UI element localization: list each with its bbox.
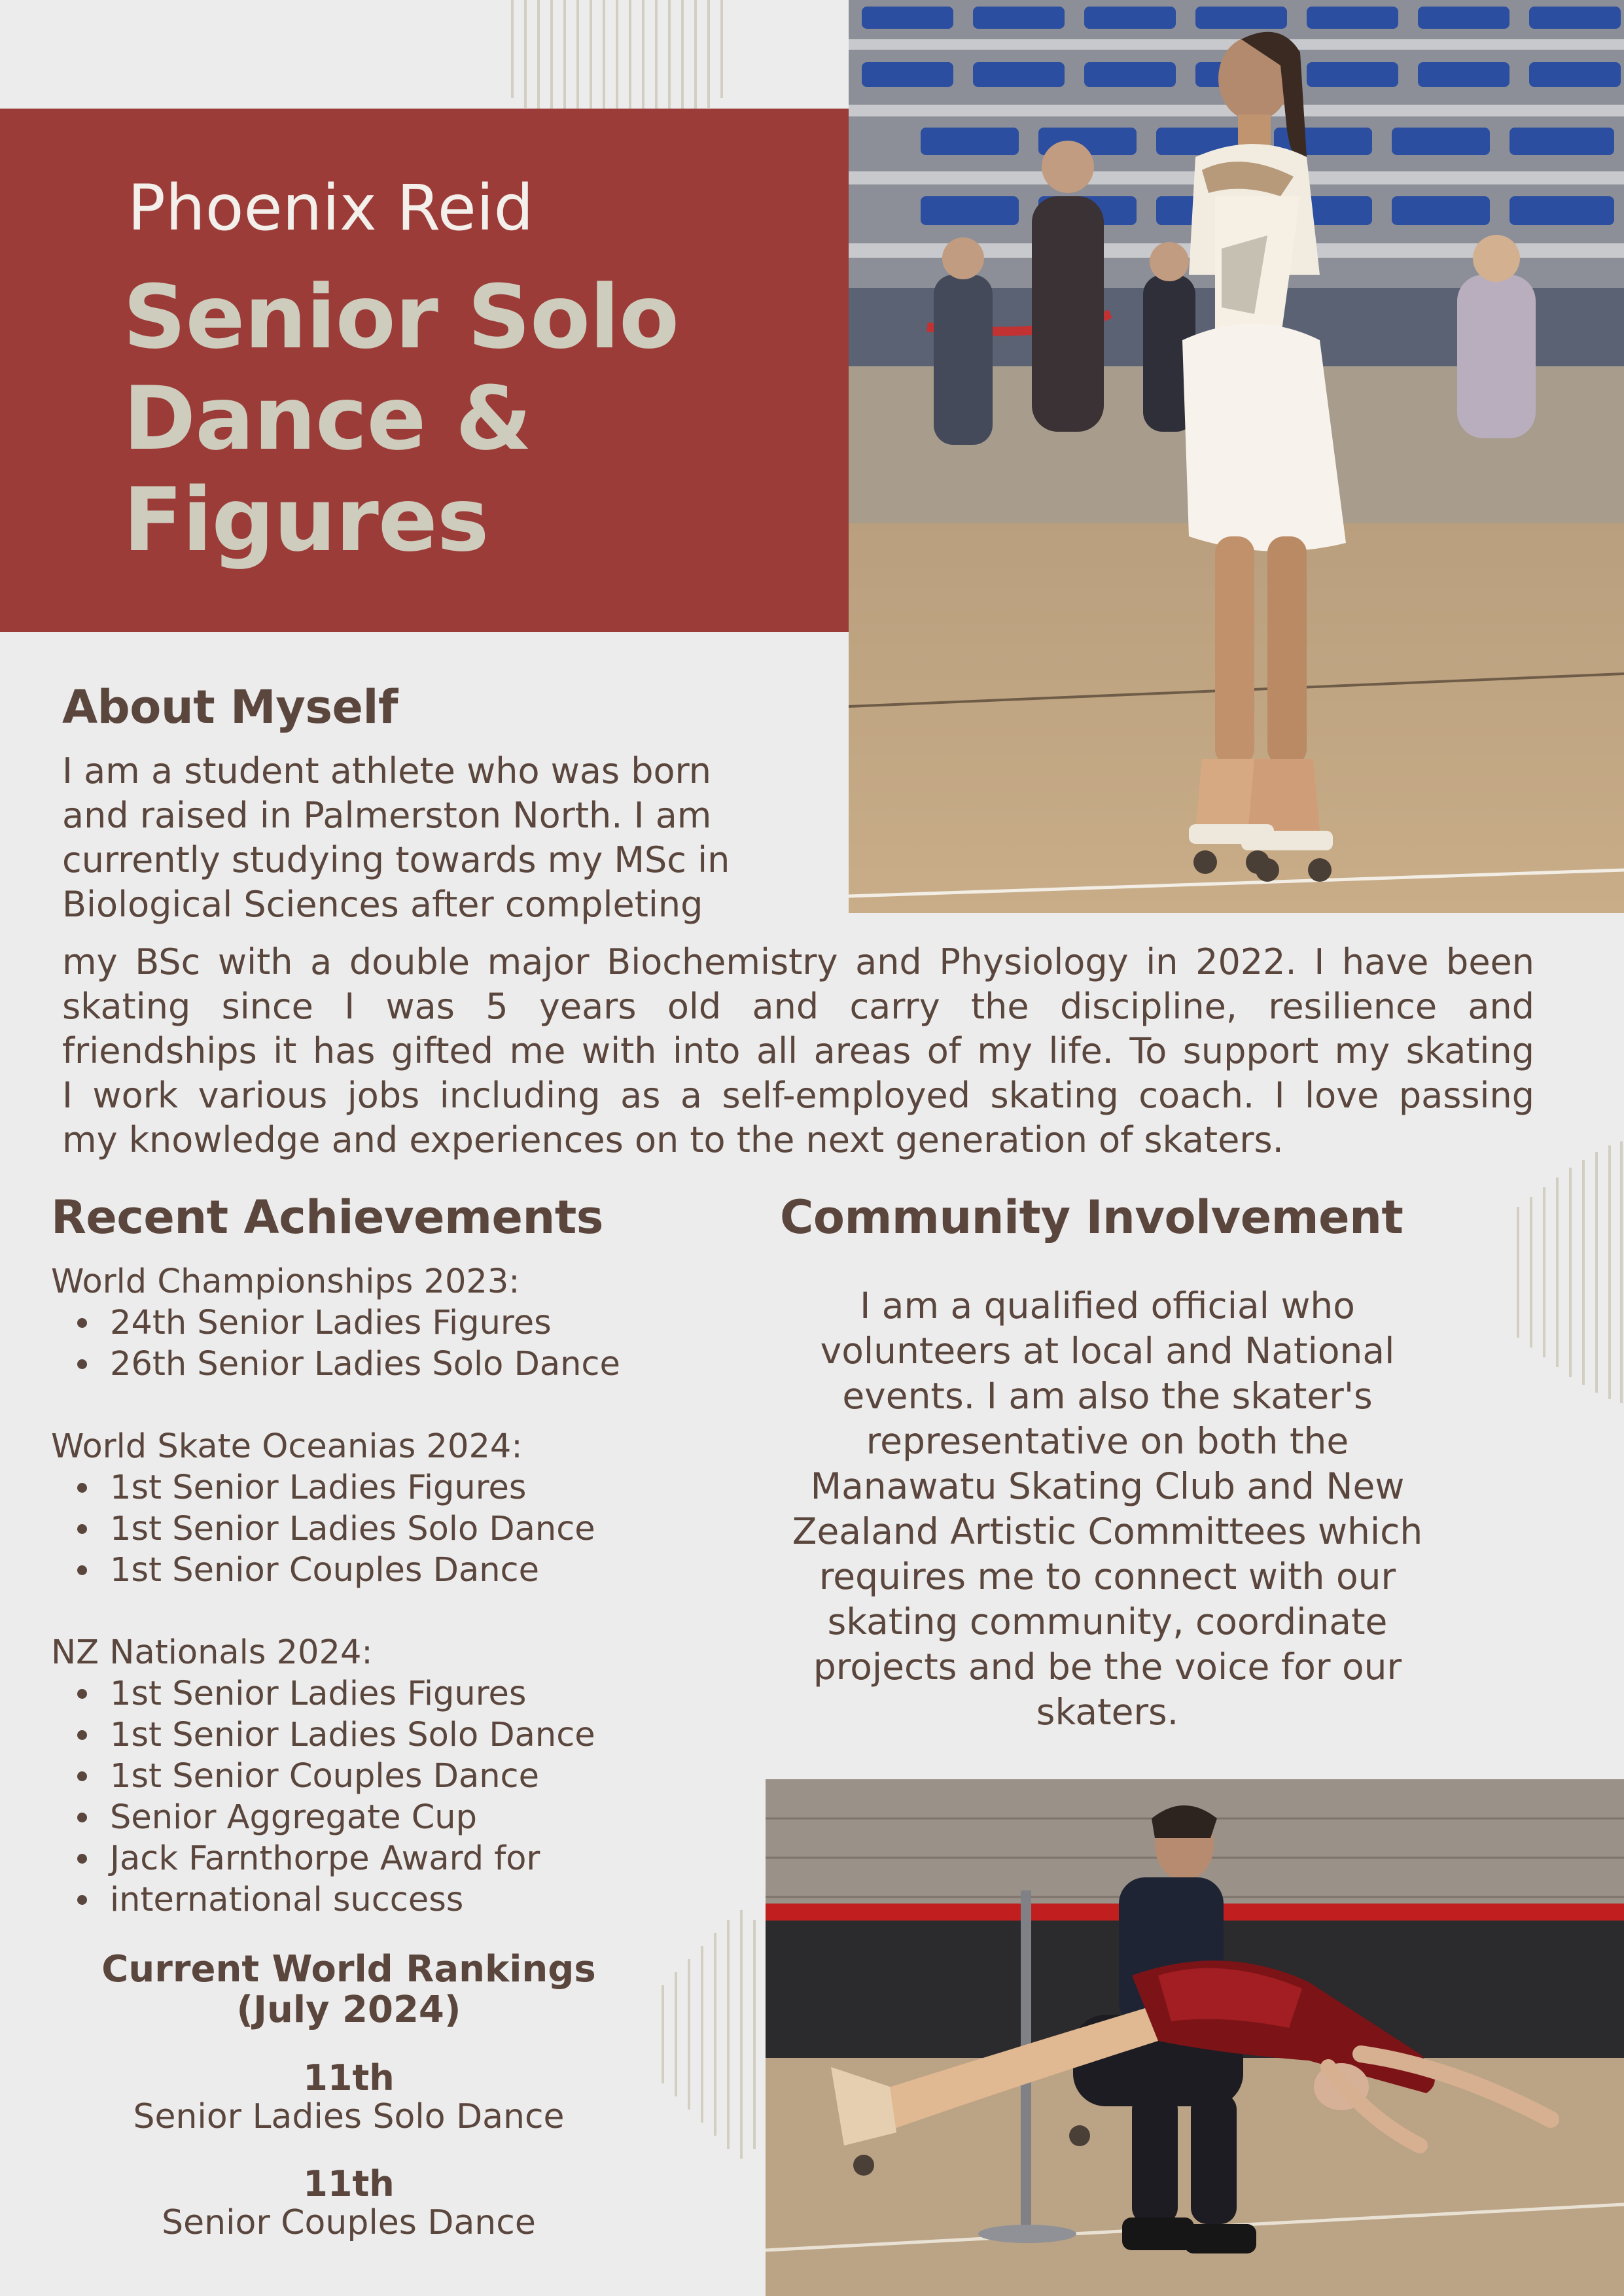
achievement-items — [51, 1467, 712, 1591]
achievement-group-title: World Skate Oceanias 2024: — [51, 1427, 523, 1466]
list-item: 1st Senior Couples Dance — [110, 1756, 712, 1797]
ranking-event: Senior Ladies Solo Dance — [133, 2097, 565, 2136]
about-line: currently studying towards my MSc in — [62, 839, 730, 880]
list-item: 1st Senior Ladies Solo Dance — [110, 1714, 712, 1756]
about-line: Biological Sciences after completing — [62, 884, 703, 925]
community-paragraph — [766, 1283, 1449, 1735]
ranking-entry — [51, 2165, 646, 2242]
about-line: I work various jobs including as a self-employed skating coach. I love passing — [62, 1075, 1534, 1116]
community-line: I am a qualified official who — [860, 1285, 1355, 1327]
about-line: skating since I was 5 years old and carry the discipline, resilience and — [62, 986, 1534, 1027]
community-line: events. I am also the skater's — [842, 1375, 1373, 1417]
ranking-event: Senior Couples Dance — [162, 2203, 536, 2242]
ranking-entry — [51, 2059, 646, 2136]
athlete-name: Phoenix Reid — [128, 171, 534, 245]
achievement-group-title: World Championships 2023: — [51, 1262, 520, 1301]
ranking-position: 11th — [303, 2163, 395, 2204]
about-line: my BSc with a double major Biochemistry and Physiology in 2022. I have been — [62, 941, 1534, 983]
list-item: 26th Senior Ladies Solo Dance — [110, 1344, 712, 1385]
skater-solo-photo — [849, 0, 1624, 913]
list-item: 1st Senior Couples Dance — [110, 1550, 712, 1591]
community-line: skating community, coordinate — [827, 1601, 1388, 1643]
world-rankings — [51, 1949, 646, 2242]
achievement-items — [51, 1302, 712, 1385]
about-line: my knowledge and experiences on to the next generation of skaters. — [62, 1119, 1284, 1160]
title-line-2: Dance & — [123, 368, 531, 470]
about-line: and raised in Palmerston North. I am — [62, 795, 712, 836]
list-item: Jack Farnthorpe Award for — [110, 1838, 712, 1879]
community-line: Zealand Artistic Committees which — [792, 1510, 1423, 1552]
rankings-title: Current World Rankings — [101, 1948, 596, 1991]
title-line-1: Senior Solo — [123, 266, 679, 368]
list-item: Senior Aggregate Cup — [110, 1797, 712, 1838]
about-line: I am a student athlete who was born — [62, 750, 712, 791]
rankings-date: (July 2024) — [236, 1989, 461, 2031]
community-line: Manawatu Skating Club and New — [810, 1465, 1405, 1507]
community-line: projects and be the voice for our — [813, 1646, 1402, 1688]
about-paragraph-intro — [62, 749, 834, 927]
couples-dance-photo — [766, 1779, 1624, 2296]
achievements-heading: Recent Achievements — [51, 1191, 603, 1244]
achievements-list — [51, 1261, 712, 1962]
community-line: requires me to connect with our — [819, 1556, 1396, 1597]
community-line: skaters. — [1036, 1691, 1179, 1733]
list-item: 24th Senior Ladies Figures — [110, 1302, 712, 1344]
list-item: 1st Senior Ladies Figures — [110, 1673, 712, 1714]
list-item: 1st Senior Ladies Solo Dance — [110, 1508, 712, 1550]
title-line-3: Figures — [123, 469, 489, 571]
about-paragraph-continued — [62, 940, 1534, 1162]
list-item: 1st Senior Ladies Figures — [110, 1467, 712, 1508]
list-item-continuation: international success — [110, 1879, 712, 1921]
decorative-stripes-right — [1511, 1141, 1624, 1403]
ranking-position: 11th — [303, 2057, 395, 2098]
achievement-items — [51, 1673, 712, 1921]
achievement-group-title: NZ Nationals 2024: — [51, 1633, 373, 1672]
about-heading: About Myself — [62, 680, 398, 734]
community-heading: Community Involvement — [780, 1191, 1403, 1244]
community-line: volunteers at local and National — [820, 1330, 1395, 1372]
about-line: friendships it has gifted me with into all areas of my life. To support my skating — [62, 1030, 1534, 1071]
community-line: representative on both the — [866, 1420, 1349, 1462]
